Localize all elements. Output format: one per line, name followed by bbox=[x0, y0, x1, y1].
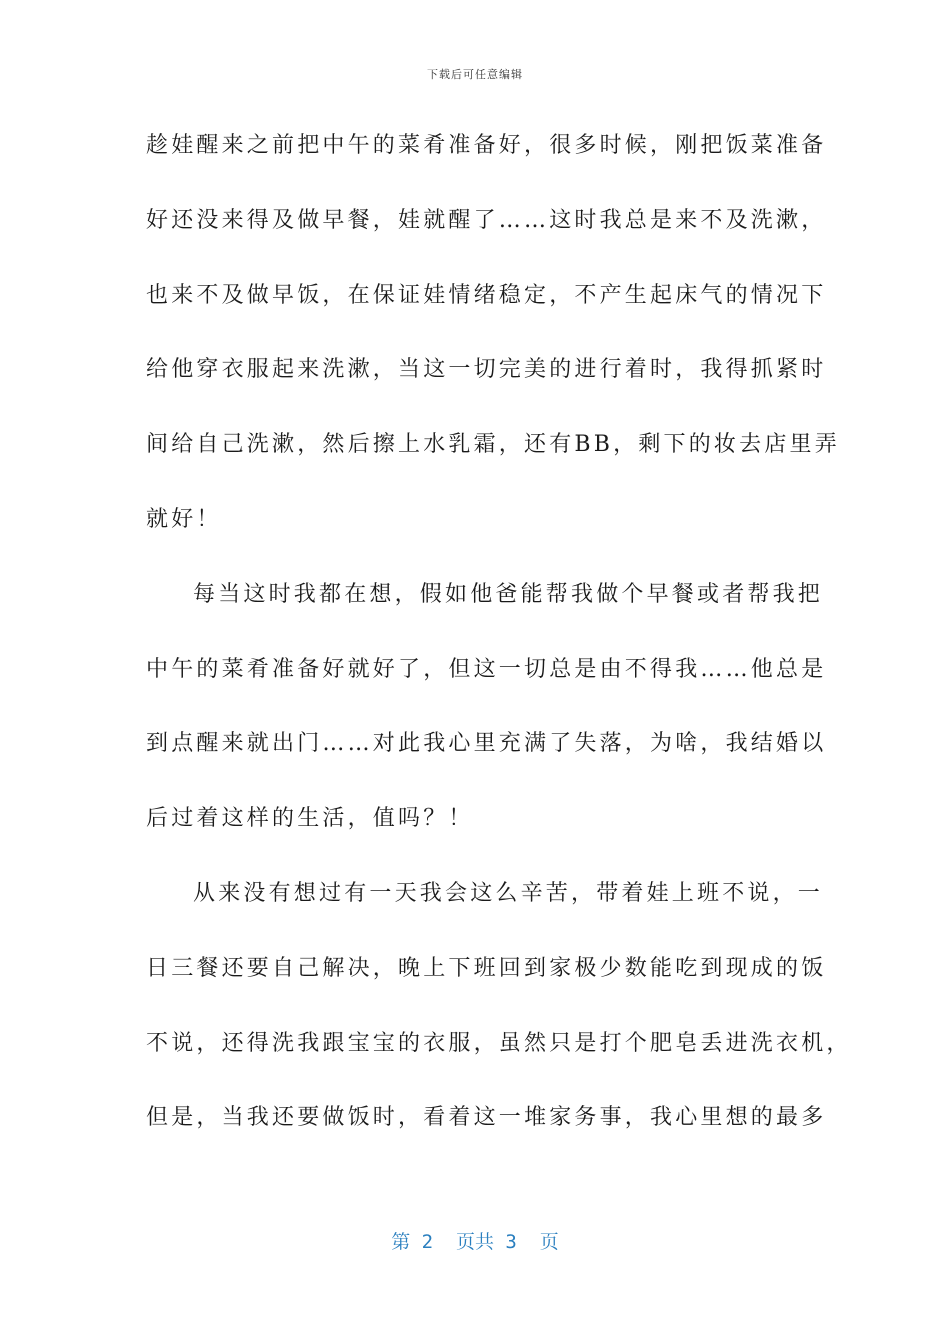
document-body bbox=[146, 124, 852, 1171]
paragraph-2-line-4: 后过着这样的生活，值吗？！ bbox=[146, 806, 474, 832]
paragraph-3-line-1: 从来没有想过有一天我会这么辛苦，带着娃上班不说，一 bbox=[193, 880, 824, 906]
paragraph-1-line-4: 给他穿衣服起来洗漱，当这一切完美的进行着时，我得抓紧时 bbox=[146, 357, 827, 383]
paragraph-1-line-3: 也来不及做早饭，在保证娃情绪稳定，不产生起床气的情况下 bbox=[146, 282, 827, 308]
paragraph-3-line-4: 但是，当我还要做饭时，看着这一堆家务事，我心里想的最多 bbox=[146, 1105, 827, 1131]
paragraph-3-line-3: 不说，还得洗我跟宝宝的衣服，虽然只是打个肥皂丢进洗衣机， bbox=[146, 1030, 852, 1056]
paragraph-1-line-2: 好还没来得及做早餐，娃就醒了……这时我总是来不及洗漱， bbox=[146, 207, 827, 233]
paragraph-1-line-5: 间给自己洗漱，然后擦上水乳霜，还有BB，剩下的妆去店里弄 bbox=[146, 432, 840, 458]
page-number-footer: 第 2 页共 3 页 bbox=[391, 1231, 559, 1253]
paragraph-2-line-1: 每当这时我都在想，假如他爸能帮我做个早餐或者帮我把 bbox=[193, 581, 824, 607]
paragraph-1-line-1: 趁娃醒来之前把中午的菜肴准备好，很多时候，刚把饭菜准备 bbox=[146, 133, 827, 158]
paragraph-1-line-6: 就好！ bbox=[146, 506, 222, 532]
paragraph-2-line-3: 到点醒来就出门……对此我心里充满了失落，为啥，我结婚以 bbox=[146, 731, 827, 757]
paragraph-2-line-2: 中午的菜肴准备好就好了，但这一切总是由不得我……他总是 bbox=[146, 656, 827, 682]
page-header: 下载后可任意编辑 bbox=[427, 68, 523, 81]
paragraph-3-line-2: 日三餐还要自己解决，晚上下班回到家极少数能吃到现成的饭 bbox=[146, 955, 827, 981]
